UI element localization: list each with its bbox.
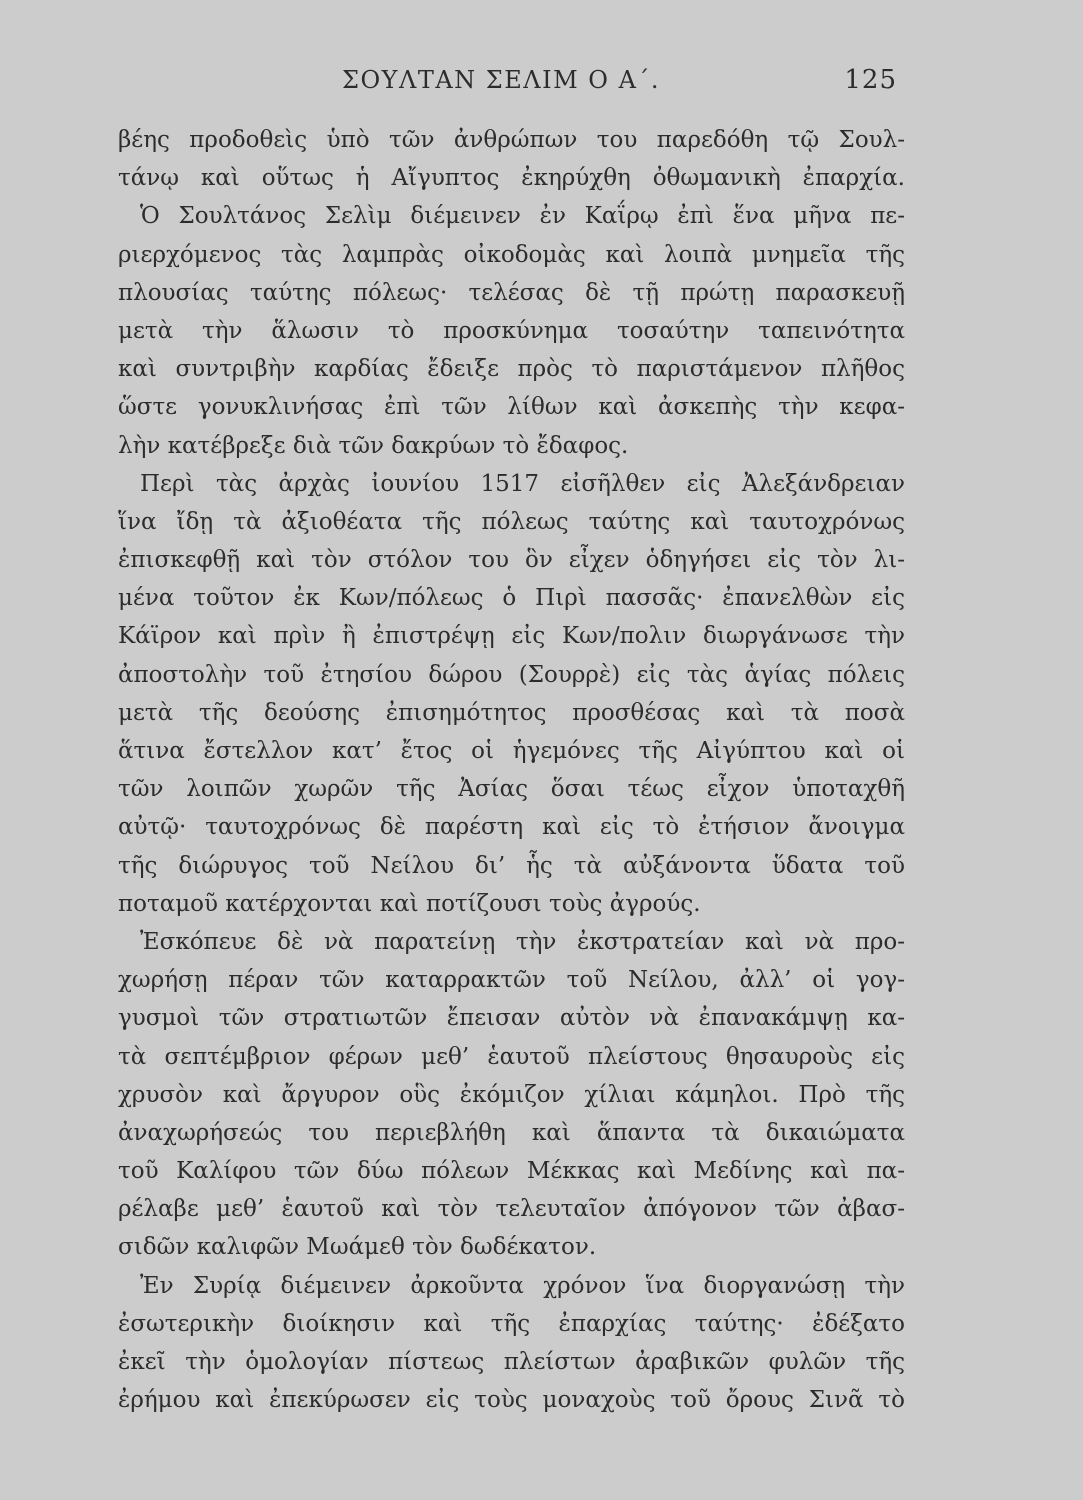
text-line: ὥστε γονυκλινήσας ἐπὶ τῶν λίθων καὶ ἀσκεπὴς τὴν κεφα-	[118, 394, 905, 421]
text-line: τὰ σεπτέμβριον φέρων μεθ’ ἑαυτοῦ πλείστους θησαυροὺς εἰς	[118, 1043, 905, 1070]
text-line: γυσμοὶ τῶν στρατιωτῶν ἔπεισαν αὐτὸν νὰ ἐπανακάμψῃ κα-	[118, 1005, 905, 1032]
text-line: τῆς διώρυγος τοῦ Νείλου δι’ ἧς τὰ αὐξάνοντα ὕδατα τοῦ	[118, 852, 905, 879]
running-head-title: ΣΟΥΛΤΑΝ ΣΕΛΙΜ Ο Α΄.	[342, 66, 661, 94]
text-line: Περὶ τὰς ἀρχὰς ἰουνίου 1517 εἰσῆλθεν εἰς Ἀλεξάνδρειαν	[140, 470, 905, 497]
text-line: τῶν λοιπῶν χωρῶν τῆς Ἀσίας ὅσαι τέως εἶχον ὑποταχθῆ	[118, 776, 905, 803]
text-line: ἐσωτερικὴν διοίκησιν καὶ τῆς ἐπαρχίας ταύτης· ἐδέξατο	[118, 1310, 905, 1337]
text-line: μετὰ τὴν ἅλωσιν τὸ προσκύνημα τοσαύτην ταπεινότητα	[118, 317, 905, 344]
text-line: ἵνα ἴδῃ τὰ ἀξιοθέατα τῆς πόλεως ταύτης καὶ ταυτοχρόνως	[118, 508, 905, 535]
page-number: 125	[844, 65, 897, 95]
text-line: ἀναχωρήσεώς του περιεβλήθη καὶ ἅπαντα τὰ δικαιώματα	[118, 1119, 905, 1146]
text-line: ἅτινα ἔστελλον κατ’ ἔτος οἱ ἡγεμόνες τῆς Αἰγύπτου καὶ οἱ	[118, 738, 905, 764]
text-line: ρέλαβε μεθ’ ἑαυτοῦ καὶ τὸν τελευταῖον ἀπόγονον τῶν ἀβασ-	[118, 1196, 905, 1223]
text-line: μένα τοῦτον ἐκ Κων/πόλεως ὁ Πιρὶ πασσᾶς· ἐπανελθὼν εἰς	[118, 585, 905, 612]
body-text	[118, 121, 905, 1419]
running-header	[118, 60, 905, 100]
text-line: αὐτῷ· ταυτοχρόνως δὲ παρέστη καὶ εἰς τὸ ἐτήσιον ἄνοιγμα	[118, 814, 905, 841]
text-line: ἐκεῖ τὴν ὁμολογίαν πίστεως πλείστων ἀραβικῶν φυλῶν τῆς	[118, 1349, 905, 1375]
text-line: ἐρήμου καὶ ἐπεκύρωσεν εἰς τοὺς μοναχοὺς τοῦ ὄρους Σινᾶ τὸ	[118, 1387, 905, 1414]
text-line: λὴν κατέβρεξε διὰ τῶν δακρύων τὸ ἔδαφος.	[118, 432, 629, 459]
text-line: ἐπισκεφθῇ καὶ τὸν στόλον του ὃν εἶχεν ὁδηγήσει εἰς τὸν λι-	[118, 547, 905, 574]
text-line: μετὰ τῆς δεούσης ἐπισημότητος προσθέσας καὶ τὰ ποσὰ	[118, 699, 905, 726]
text-line: ριερχόμενος τὰς λαμπρὰς οἰκοδομὰς καὶ λοιπὰ μνημεῖα τῆς	[118, 241, 905, 268]
text-line: καὶ συντριβὴν καρδίας ἔδειξε πρὸς τὸ παριστάμενον πλῆθος	[118, 356, 905, 383]
text-line: ἀποστολὴν τοῦ ἐτησίου δώρου (Σουρρὲ) εἰς τὰς ἁγίας πόλεις	[118, 661, 905, 688]
paragraph	[118, 923, 905, 1267]
text-line: χωρήσῃ πέραν τῶν καταρρακτῶν τοῦ Νείλου, ἀλλ’ οἱ γογ-	[118, 967, 905, 994]
paragraph	[118, 121, 905, 197]
text-line: Ἐν Συρίᾳ διέμεινεν ἀρκοῦντα χρόνον ἵνα διοργανώσῃ τὴν	[140, 1272, 905, 1299]
paragraph	[118, 1267, 905, 1420]
text-line: Κάϊρον καὶ πρὶν ἢ ἐπιστρέψῃ εἰς Κων/πολιν διωργάνωσε τὴν	[118, 623, 905, 650]
text-line: τοῦ Καλίφου τῶν δύω πόλεων Μέκκας καὶ Μεδίνης καὶ πα-	[118, 1158, 905, 1185]
paragraph	[118, 197, 905, 464]
text-line: πλουσίας ταύτης πόλεως· τελέσας δὲ τῇ πρώτῃ παρασκευῇ	[118, 279, 905, 306]
text-line: χρυσὸν καὶ ἄργυρον οὓς ἐκόμιζον χίλιαι κάμηλοι. Πρὸ τῆς	[118, 1081, 905, 1108]
text-line: τάνῳ καὶ οὕτως ἡ Αἴγυπτος ἐκηρύχθη ὀθωμανικὴ ἐπαρχία.	[118, 165, 905, 192]
paragraph	[118, 465, 905, 923]
text-line: ποταμοῦ κατέρχονται καὶ ποτίζουσι τοὺς ἀγρούς.	[118, 890, 701, 917]
text-line: Ἐσκόπευε δὲ νὰ παρατείνῃ τὴν ἐκστρατείαν καὶ νὰ προ-	[140, 928, 905, 955]
text-line: βέης προδοθεὶς ὑπὸ τῶν ἀνθρώπων του παρεδόθη τῷ Σουλ-	[118, 127, 905, 153]
text-line: σιδῶν καλιφῶν Μωάμεθ τὸν δωδέκατον.	[118, 1234, 597, 1261]
text-line: Ὁ Σουλτάνος Σελὶμ διέμεινεν ἐν Καΐρῳ ἐπὶ ἕνα μῆνα πε-	[140, 203, 905, 230]
